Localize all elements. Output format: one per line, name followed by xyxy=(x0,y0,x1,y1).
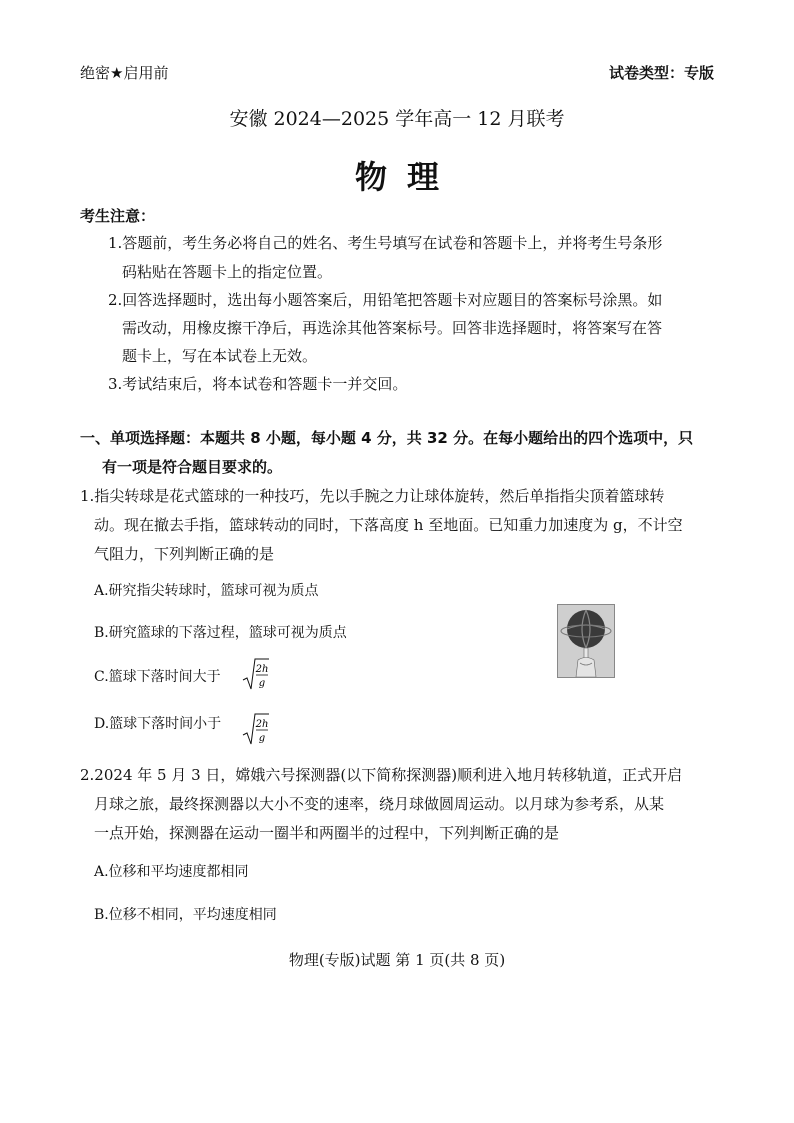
formula-numerator: 2h xyxy=(255,719,269,730)
question-1-stem: 气阻力，下列判断正确的是 xyxy=(94,545,275,563)
basketball-spin-photo xyxy=(557,604,615,678)
question-2-stem: 一点开始，探测器在运动一圈半和两圈半的过程中，下列判断正确的是 xyxy=(94,824,560,842)
subject-title: 物理 xyxy=(354,158,459,196)
question-2-stem: 2.2024 年 5 月 3 日，嫦娥六号探测器(以下简称探测器)顺利进入地月转移轨道，正式开启 xyxy=(80,766,683,784)
q1-option-b: B.研究篮球的下落过程，篮球可视为质点 xyxy=(94,625,347,641)
notice-line: 题卡上，写在本试卷上无效。 xyxy=(122,347,318,365)
formula-denominator: g xyxy=(258,733,266,744)
q1-option-d: D.篮球下落时间小于 xyxy=(94,716,222,732)
section-heading: 一、单项选择题：本题共 8 小题，每小题 4 分，共 32 分。在每小题给出的四个选项中，只 xyxy=(80,429,694,447)
question-1-stem: 动。现在撤去手指，篮球转动的同时，下落高度 h 至地面。已知重力加速度为 g，不计空 xyxy=(94,516,683,534)
notice-line: 需改动，用橡皮擦干净后，再选涂其他答案标号。回答非选择题时，将答案写在答 xyxy=(122,319,663,337)
exam-title: 安徽 2024—2025 学年高一 12 月联考 xyxy=(229,108,565,130)
notice-line: 2.回答选择题时，选出每小题答案后，用铅笔把答题卡对应题目的答案标号涂黑。如 xyxy=(108,291,663,309)
notice-line: 1.答题前，考生务必将自己的姓名、考生号填写在试卷和答题卡上，并将考生号条形 xyxy=(108,234,663,252)
q2-option-a: A.位移和平均速度都相同 xyxy=(94,864,249,880)
confidential-label: 绝密★启用前 xyxy=(80,64,169,82)
formula-denominator: g xyxy=(258,678,266,689)
question-1-stem: 1.指尖转球是花式篮球的一种技巧，先以手腕之力让球体旋转，然后单指指尖顶着篮球转 xyxy=(80,487,665,505)
notice-heading: 考生注意： xyxy=(80,207,156,225)
notice-line: 3.考试结束后，将本试卷和答题卡一并交回。 xyxy=(108,375,408,393)
sqrt-formula-c xyxy=(241,656,271,692)
section-heading-cont: 有一项是符合题目要求的。 xyxy=(102,458,283,476)
q1-option-a: A.研究指尖转球时，篮球可视为质点 xyxy=(94,583,319,599)
notice-line: 码粘贴在答题卡上的指定位置。 xyxy=(122,263,333,281)
sqrt-formula-d xyxy=(241,711,271,747)
page-footer: 物理(专版)试题 第 1 页(共 8 页) xyxy=(288,951,506,969)
formula-numerator: 2h xyxy=(255,664,269,675)
question-2-stem: 月球之旅，最终探测器以大小不变的速率，绕月球做圆周运动。以月球为参考系，从某 xyxy=(94,795,665,813)
q1-option-c: C.篮球下落时间大于 xyxy=(94,669,221,685)
exam-type-label: 试卷类型：专版 xyxy=(608,64,714,82)
q2-option-b: B.位移不相同，平均速度相同 xyxy=(94,907,277,923)
